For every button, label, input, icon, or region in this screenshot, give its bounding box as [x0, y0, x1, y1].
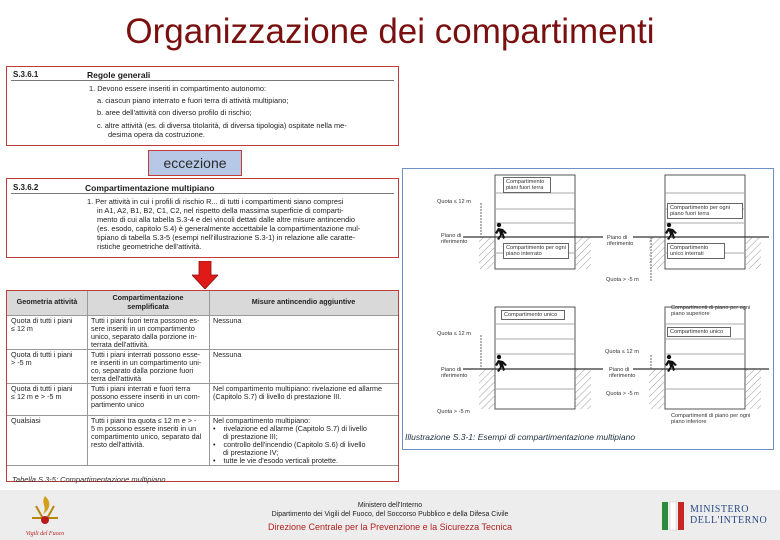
table-cell: terrata dell'attività.	[91, 340, 150, 349]
table-cell: > -5 m	[11, 358, 32, 367]
rule-line: 1. Per attività in cui i profili di rischio R... di tutti i compartimenti siano compresi	[87, 197, 344, 206]
table-cell: Quota di tutti i piani	[11, 350, 73, 359]
rule-code: S.3.6.2	[13, 183, 39, 192]
figure-room-label: Compartimento piani fuori terra	[503, 177, 551, 193]
table-cell: Tutti i piani fuori terra possono es-	[91, 316, 200, 325]
table-cell: compartimento unico, separato dal	[91, 432, 202, 441]
divider	[11, 80, 394, 81]
rule-line: a. ciascun piano interrato e fuori terra di attività multipiano;	[97, 96, 289, 105]
page-title: Organizzazione dei compartimenti	[125, 12, 655, 51]
exception-label: eccezione	[148, 150, 242, 176]
rule-line: desima opera da costruzione.	[108, 130, 205, 139]
rule-line: c. altre attività (es. di diversa titolarità, di diversa tipologia) ospitate nella me-	[97, 121, 347, 130]
table-header: Misure antincendio aggiuntive	[251, 297, 356, 306]
rule-box-general	[6, 66, 399, 146]
illustration-frame	[402, 168, 774, 450]
rule-code: S.3.6.1	[13, 70, 39, 79]
table-cell: di prestazione IV;	[213, 448, 279, 457]
table-cell: Quota di tutti i piani	[11, 316, 73, 325]
rule-heading: Compartimentazione multipiano	[85, 183, 215, 193]
figure-caption: Illustrazione S.3-1: Esempi di compartimentazione multipiano	[405, 432, 636, 442]
table-cell: resto dell'attività.	[91, 440, 145, 449]
table-cell: ≤ 12 m	[11, 324, 33, 333]
down-arrow-icon	[192, 261, 218, 289]
figure-label: Piano di riferimento	[609, 367, 636, 380]
table-caption: Tabella S.3-5: Compartimentazione multipiano	[12, 475, 166, 484]
rule-line: 1. Devono essere inseriti in compartimento autonomo:	[89, 84, 267, 93]
table-cell: Nel compartimento multipiano: rivelazione ed allarme	[213, 384, 382, 393]
table-cell: Tutti i piani tra quota ≤ 12 m e > -	[91, 416, 197, 425]
table-cell: Tutti i piani interrati possono esse-	[91, 350, 201, 359]
figure-label: Compartimenti di piano per ogni piano superiore	[671, 305, 751, 318]
table-cell: (Capitolo S.7) di livello di prestazione III.	[213, 392, 342, 401]
table-cell: Qualsiasi	[11, 416, 41, 425]
figure-room-label: Compartimento per ogni piano fuori terra	[667, 203, 743, 219]
table-cell: Nessuna	[213, 350, 242, 359]
figure-label: Piano di riferimento	[441, 233, 468, 246]
table-cell: co, separato dalla porzione fuori	[91, 366, 194, 375]
figure-room-label: Compartimento per ogni piano interrato	[503, 243, 569, 259]
footer-department: Dipartimento dei Vigili del Fuoco, del Soccorso Pubblico e della Difesa Civile	[271, 511, 509, 518]
rule-box-multipiano	[6, 178, 399, 258]
figure-label: Quota > -5 m	[437, 409, 470, 415]
rule-line: mento di cui alla tabella S.3-4 e dei vincoli dettati dalle altre misure antincendio	[97, 215, 355, 224]
table-cell: re inseriti in un compartimento uni-	[91, 358, 202, 367]
table-header: Compartimentazione semplificata	[112, 293, 184, 311]
table-cell: Tutti i piani interrati e fuori terra	[91, 384, 191, 393]
rule-line: (es. esodo, capitolo S.4) è generalmente accettabile la compartimentazione mul-	[97, 224, 361, 233]
table-cell: • controllo dell'incendio (Capitolo S.6) di livello	[213, 440, 366, 449]
table-cell: Nessuna	[213, 316, 242, 325]
figure-label: Quota ≤ 12 m	[437, 331, 471, 337]
divider	[11, 193, 394, 194]
table-cell: ≤ 12 m e > -5 m	[11, 392, 62, 401]
figure-label: Quota > -5 m	[606, 391, 639, 397]
figure-label: Quota > -5 m	[606, 277, 639, 283]
figure-label: Compartimenti di piano per ogni piano inferiore	[671, 413, 751, 426]
table-multipiano	[6, 290, 399, 482]
table-cell: terra dell'attività	[91, 374, 142, 383]
rule-line: tipiano di tabella S.3-5 (esempi nell'illustrazione S.3-1) in relazione alle caratte-	[97, 233, 356, 242]
table-cell: Quota di tutti i piani	[11, 384, 73, 393]
table-cell: sere inseriti in un compartimento	[91, 324, 195, 333]
table-header: Geometria attività	[16, 297, 78, 306]
rule-line: b. aree dell'attività con diverso profilo di rischio;	[97, 108, 252, 117]
figure-label: Piano di riferimento	[607, 235, 634, 248]
table-cell: partimento unico	[91, 400, 145, 409]
ministero-logo-text: MINISTERO DELL'INTERNO	[690, 504, 768, 526]
footer-ministry: Ministero dell'Interno	[357, 502, 423, 509]
figure-label: Quota ≤ 12 m	[605, 349, 639, 355]
table-cell: • tutte le vie d'esodo verticali protette.	[213, 456, 338, 465]
figure-label: Quota ≤ 12 m	[437, 199, 471, 205]
rule-line: ristiche geometriche dell'attività.	[97, 242, 202, 251]
figure-room-label: Compartimento unico interrati	[667, 243, 725, 259]
table-cell: unico, separato dalla porzione in-	[91, 332, 197, 341]
rule-line: in A1, A2, B1, B2, C1, C2, nel rispetto della massima superficie di comparti-	[97, 206, 344, 215]
table-cell: • rivelazione ed allarme (Capitolo S.7) di livello	[213, 424, 367, 433]
figure-room-label: Compartimento unico	[667, 327, 731, 337]
rule-heading: Regole generali	[87, 70, 151, 80]
figure-label: Piano di riferimento	[441, 367, 468, 380]
table-cell: di prestazione III;	[213, 432, 278, 441]
table-cell: possono essere inseriti in un com-	[91, 392, 201, 401]
svg-text:Vigili del Fuoco: Vigili del Fuoco	[25, 531, 65, 537]
figure-room-label: Compartimento unico	[501, 310, 565, 320]
footer-direction: Direzione Centrale per la Prevenzione e la Sicurezza Tecnica	[268, 522, 512, 532]
table-cell: Nel compartimento multipiano:	[213, 416, 311, 425]
table-cell: 5 m possono essere inseriti in un	[91, 424, 197, 433]
